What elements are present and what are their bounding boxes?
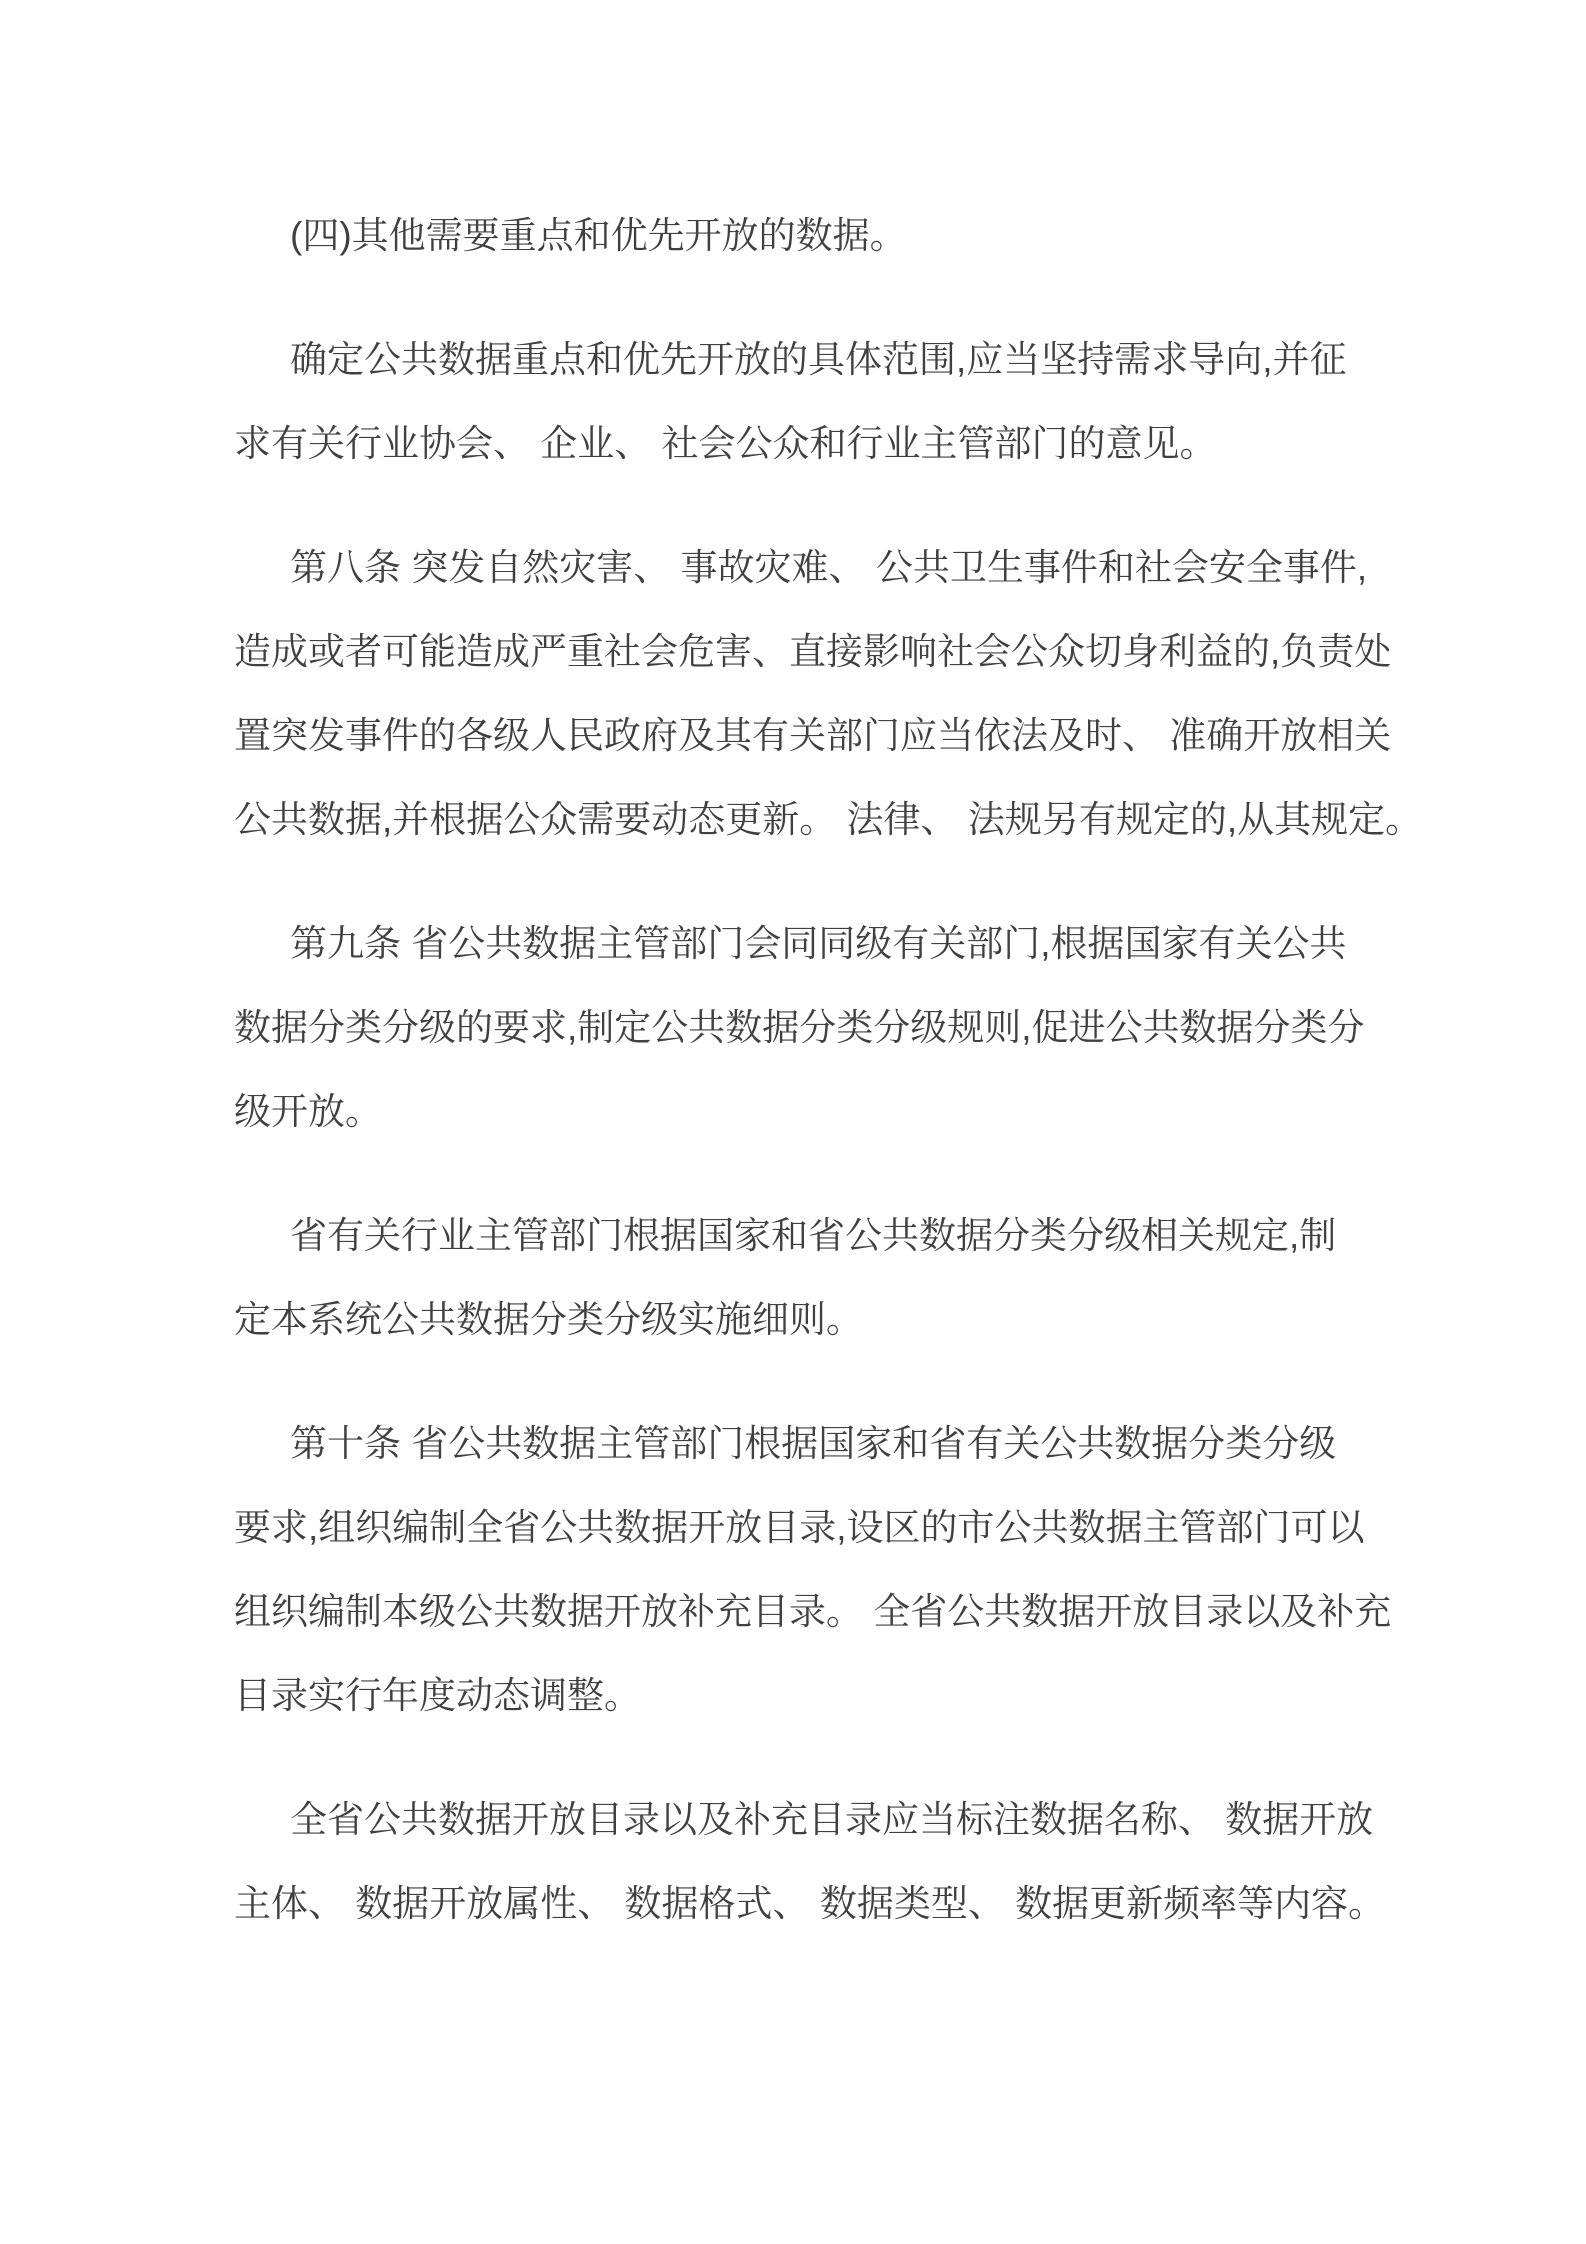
text-line: 主体、 数据开放属性、 数据格式、 数据类型、 数据更新频率等内容。 — [234, 1883, 1386, 1924]
text-line: 第十条 省公共数据主管部门根据国家和省有关公共数据分类分级 — [290, 1423, 1337, 1464]
text-line: 求有关行业协会、 企业、 社会公众和行业主管部门的意见。 — [234, 423, 1217, 464]
text-line: 数据分类分级的要求,制定公共数据分类分级规则,促进公共数据分类分 — [234, 1007, 1365, 1048]
text-line: 公共数据,并根据公众需要动态更新。 法律、 法规另有规定的,从其规定。 — [234, 799, 1423, 840]
text-line: 确定公共数据重点和优先开放的具体范围,应当坚持需求导向,并征 — [290, 339, 1347, 380]
paragraph — [234, 1778, 1454, 1946]
text-line: 组织编制本级公共数据开放补充目录。 全省公共数据开放目录以及补充 — [234, 1591, 1392, 1632]
paragraph — [234, 526, 1454, 862]
text-line: 第八条 突发自然灾害、 事故灾难、 公共卫生事件和社会安全事件, — [290, 547, 1368, 588]
text-line: 造成或者可能造成严重社会危害、直接影响社会公众切身利益的,负责处 — [234, 631, 1392, 672]
paragraph — [234, 1402, 1454, 1738]
text-line: 定本系统公共数据分类分级实施细则。 — [234, 1299, 863, 1340]
text-line: 置突发事件的各级人民政府及其有关部门应当依法及时、 准确开放相关 — [234, 715, 1392, 756]
paragraph — [234, 194, 1454, 278]
document-body — [234, 0, 1454, 1986]
text-line: 第九条 省公共数据主管部门会同同级有关部门,根据国家有关公共 — [290, 923, 1347, 964]
text-line: 要求,组织编制全省公共数据开放目录,设区的市公共数据主管部门可以 — [234, 1507, 1365, 1548]
paragraph — [234, 318, 1454, 486]
text-line: 省有关行业主管部门根据国家和省公共数据分类分级相关规定,制 — [290, 1215, 1337, 1256]
text-line: 目录实行年度动态调整。 — [234, 1675, 641, 1716]
paragraph — [234, 1194, 1454, 1362]
paragraph — [234, 902, 1454, 1154]
text-line: 级开放。 — [234, 1091, 382, 1132]
text-line: (四)其他需要重点和优先开放的数据。 — [290, 215, 907, 256]
text-line: 全省公共数据开放目录以及补充目录应当标注数据名称、 数据开放 — [290, 1799, 1374, 1840]
